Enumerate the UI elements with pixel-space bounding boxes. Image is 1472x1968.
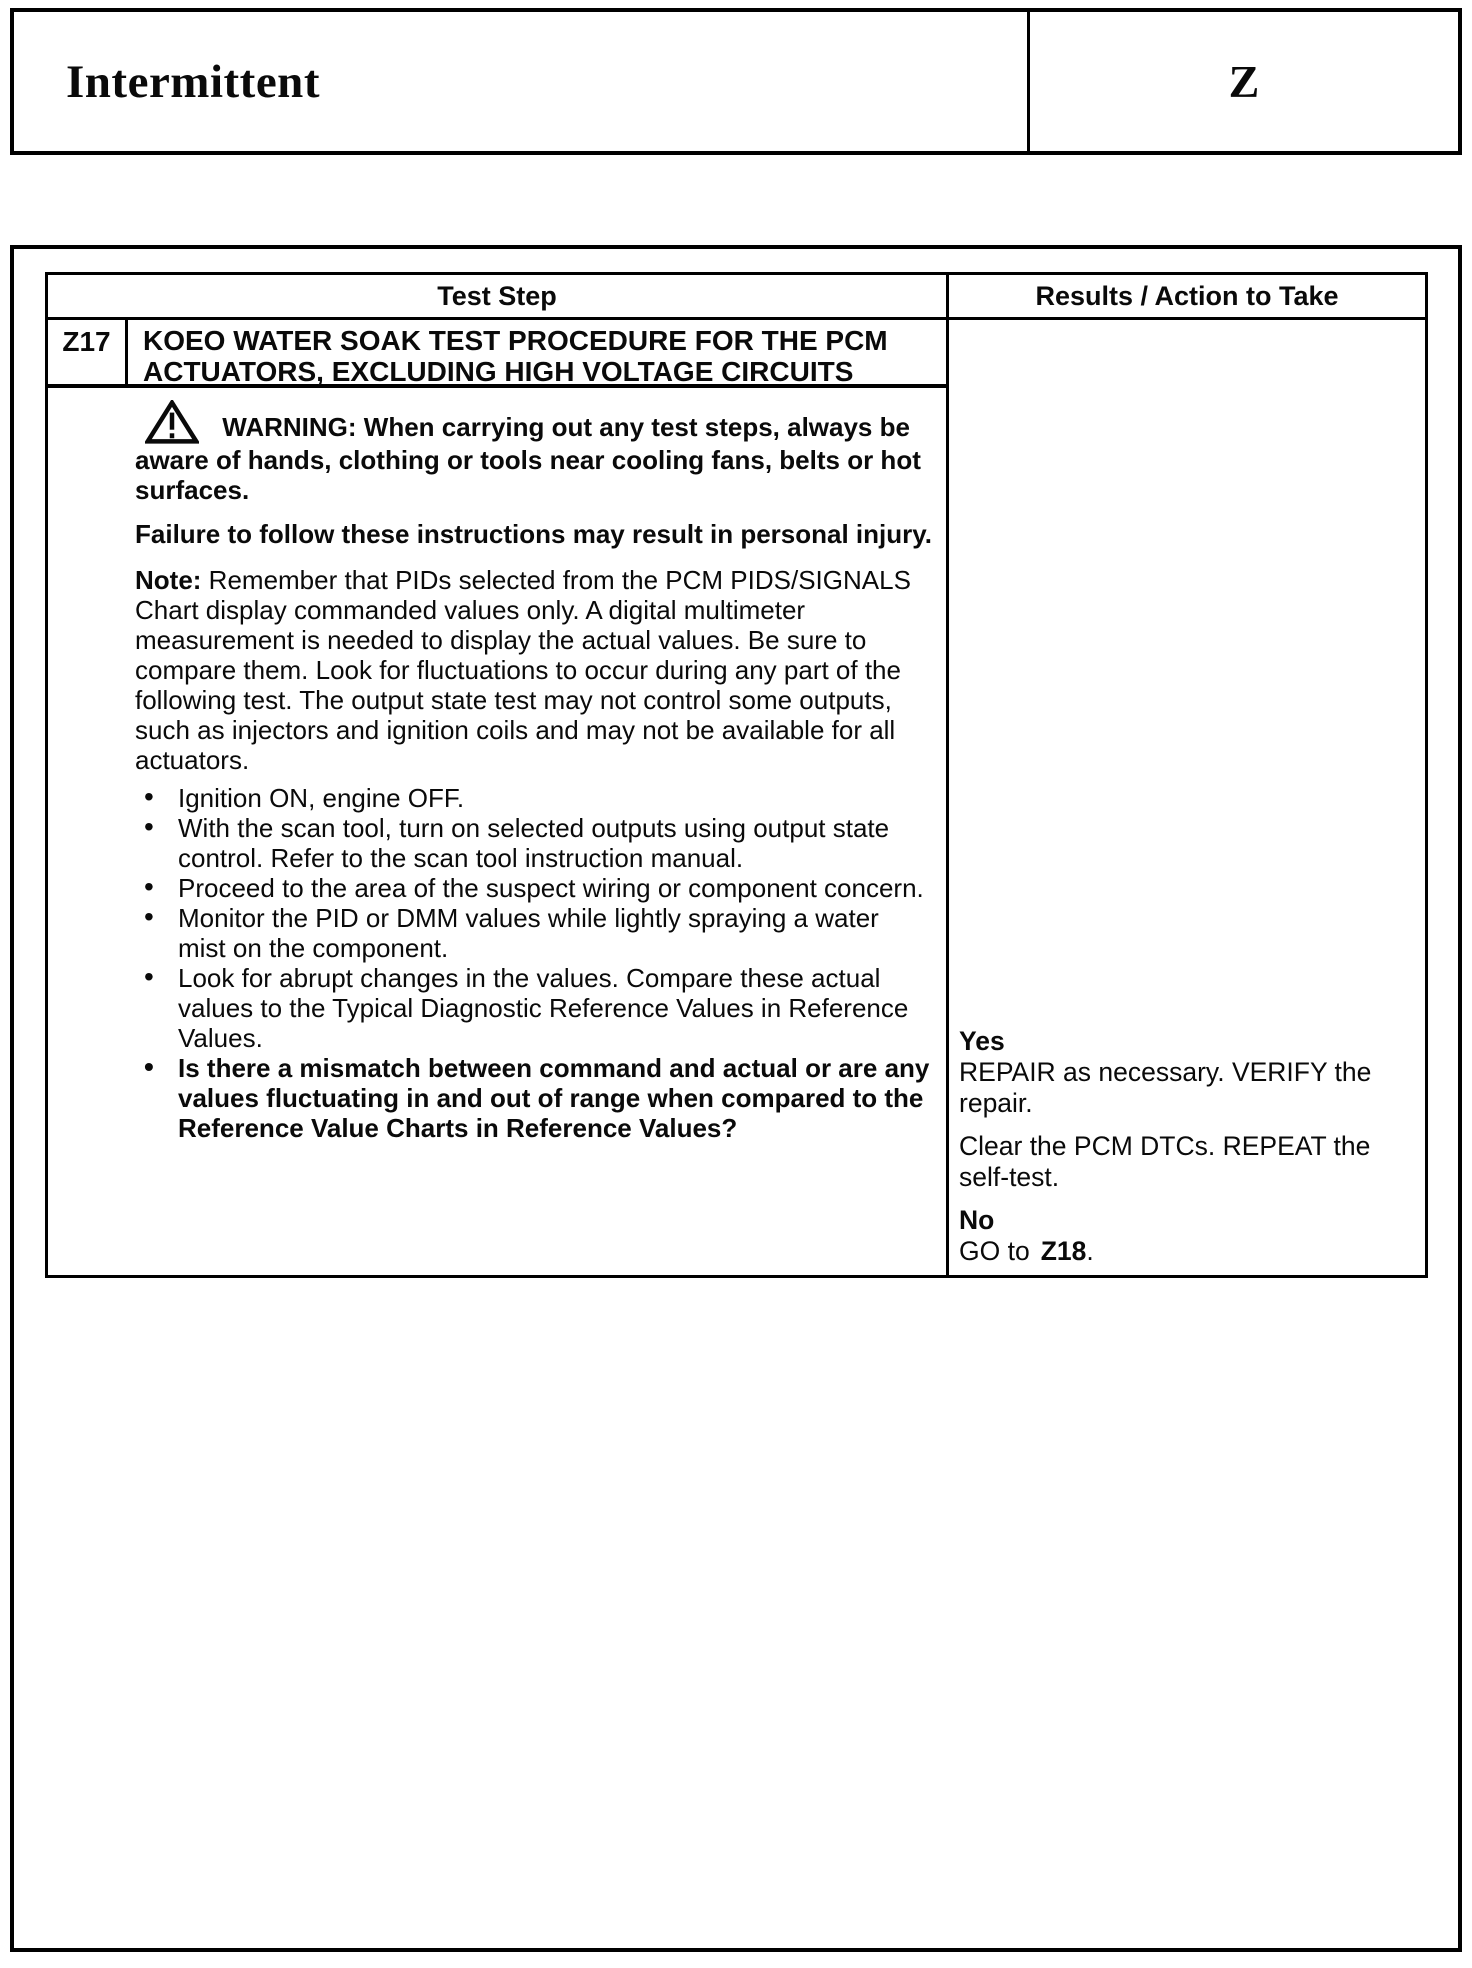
column-header-test-step: Test Step <box>48 275 949 317</box>
note-paragraph <box>135 565 932 775</box>
step-id: Z17 <box>48 320 128 384</box>
test-step-column <box>48 320 949 1275</box>
warning-label: WARNING: <box>222 412 357 442</box>
no-action-target: Z18 <box>1040 1236 1087 1266</box>
list-item <box>135 813 932 873</box>
note-text: Remember that PIDs selected from the PCM PIDS/SIGNALS Chart display commanded values only. A digital multimeter measurement is needed to display the actual values. Be sure to compare them. Look for fluctuations to occur during any part of the following test. The output state test may not control some outputs, such as injectors and ignition coils and may not be available for all actuators. <box>135 565 911 775</box>
page-header <box>10 8 1462 155</box>
warning-paragraph <box>135 400 932 505</box>
results-cell <box>949 320 1425 1275</box>
no-action-suffix: . <box>1086 1236 1094 1266</box>
list-item-text: With the scan tool, turn on selected outputs using output state control. Refer to the scan tool instruction manual. <box>178 813 890 873</box>
page-title-cell <box>14 12 1030 151</box>
table-body <box>48 320 1425 1275</box>
list-item-text: Monitor the PID or DMM values while lightly spraying a water mist on the component. <box>178 903 879 963</box>
question-text: Is there a mismatch between command and actual or are any values fluctuating in and out of range when compared to the Reference Value Charts in Reference Values? <box>178 1053 930 1143</box>
question-item <box>135 1053 932 1143</box>
yes-action-2: Clear the PCM DTCs. REPEAT the self-test. <box>959 1131 1371 1192</box>
section-letter-cell <box>1030 12 1458 151</box>
no-label: No <box>959 1205 995 1235</box>
yes-label: Yes <box>959 1026 1005 1056</box>
step-title: KOEO WATER SOAK TEST PROCEDURE FOR THE PCM ACTUATORS, EXCLUDING HIGH VOLTAGE CIRCUITS <box>143 325 888 387</box>
list-item <box>135 963 932 1053</box>
warning-consequence: Failure to follow these instructions may result in personal injury. <box>135 519 932 549</box>
yes-action-1: REPAIR as necessary. VERIFY the repair. <box>959 1057 1372 1118</box>
procedure-list <box>135 783 932 1143</box>
column-header-results: Results / Action to Take <box>1035 280 1339 311</box>
test-step-cell <box>48 388 946 1275</box>
section-letter: Z <box>1228 56 1260 107</box>
pinpoint-test-table <box>45 272 1428 1278</box>
list-item-text: Look for abrupt changes in the values. Compare these actual values to the Typical Diagnostic Reference Values in Reference Values. <box>178 963 909 1053</box>
step-title-row <box>48 320 946 388</box>
table-header-row <box>48 275 1425 320</box>
list-item-text: Ignition ON, engine OFF. <box>178 783 465 813</box>
list-item-text: Proceed to the area of the suspect wiring or component concern. <box>178 873 924 903</box>
list-item <box>135 873 932 903</box>
content-box <box>10 245 1462 1952</box>
list-item <box>135 903 932 963</box>
warning-text: When carrying out any test steps, always be aware of hands, clothing or tools near cooling fans, belts or hot surfaces. <box>135 412 921 505</box>
no-action-prefix: GO to <box>959 1236 1030 1266</box>
list-item <box>135 783 932 813</box>
warning-triangle-icon <box>145 400 199 445</box>
no-action <box>959 1236 1419 1267</box>
note-label: Note: <box>135 565 202 595</box>
page-title: Intermittent <box>66 55 320 108</box>
